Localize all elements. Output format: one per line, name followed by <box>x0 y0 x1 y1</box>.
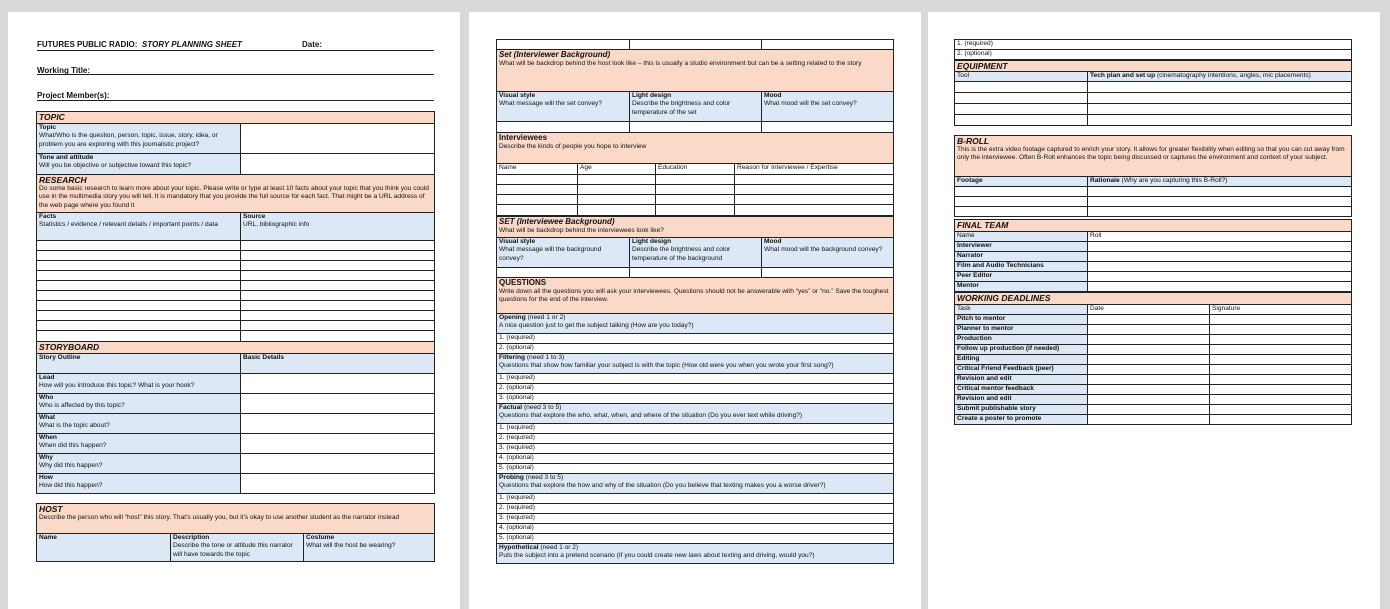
tone-answer[interactable] <box>241 154 435 175</box>
fact-row[interactable] <box>37 291 241 301</box>
set2-mood <box>762 238 894 268</box>
team-member-cell[interactable] <box>1088 272 1352 282</box>
host-table <box>36 503 435 562</box>
equipment-title: EQUIPMENT <box>955 61 1352 72</box>
interviewee-cell[interactable] <box>497 195 578 205</box>
deadline-signature[interactable] <box>1210 315 1352 325</box>
set-light-desc: Describe the brightness and color temperature of the set <box>632 100 731 116</box>
source-label: Source <box>243 213 266 220</box>
footage-cell[interactable] <box>955 207 1088 217</box>
probing-need: (need 3 to 5) <box>525 474 564 481</box>
deadline-signature[interactable] <box>1210 365 1352 375</box>
host-desc: Describe the person who will “host” this story. That’s usually you, but it’s okay to use another student as the narrator instead <box>39 514 400 521</box>
opening-desc: A nice question just to get the subject talking (How are you today?) <box>499 322 694 330</box>
set-title: Set (Interviewer Background) <box>499 50 611 59</box>
interviewee-cell[interactable] <box>735 175 894 185</box>
deadline-task: Critical mentor feedback <box>955 385 1088 395</box>
tech-desc: (cinematography intentions, angles, mic placements) <box>1156 72 1311 79</box>
deadline-date[interactable] <box>1088 385 1210 395</box>
hypothetical-need: (need 1 or 2) <box>540 544 579 551</box>
factual-group <box>497 404 894 424</box>
question-line[interactable]: 1. (required) <box>955 40 1352 50</box>
fact-row[interactable] <box>37 321 241 331</box>
probing-label: Probing <box>499 474 524 481</box>
topic-desc: What/Who is the question, person, topic, issue, story, idea, or problem you are exploring with this journalistic project? <box>39 132 218 148</box>
tech-label: Tech plan and set up <box>1090 72 1156 79</box>
lead-desc: How will you introduce this topic? What is your hook? <box>39 382 195 390</box>
who-label: Who <box>39 394 54 401</box>
set2-visual-desc: What message will the background convey? <box>499 246 602 262</box>
facts-header <box>37 213 241 241</box>
team-role: Interviewer <box>955 242 1088 252</box>
set2-light-label: Light design <box>632 238 672 245</box>
deadline-date[interactable] <box>1088 395 1210 405</box>
question-line[interactable]: 5. (optional) <box>497 534 894 544</box>
deadlines-title: WORKING DEADLINES <box>955 293 1352 305</box>
tool-cell[interactable] <box>955 93 1088 104</box>
deadline-date[interactable] <box>1088 325 1210 335</box>
team-role: Mentor <box>955 282 1088 292</box>
set2-answer[interactable] <box>762 268 894 278</box>
question-line[interactable]: 1. (required) <box>497 374 894 384</box>
deadline-signature[interactable] <box>1210 395 1352 405</box>
set2-desc: What will be backdrop behind the interviewees look like? <box>499 227 664 234</box>
who-desc: Who is affected by this topic? <box>39 402 125 410</box>
set-mood-desc: What mood will the set convey? <box>764 100 857 108</box>
deadline-signature[interactable] <box>1210 335 1352 345</box>
continued-cell[interactable] <box>497 40 630 50</box>
deadline-task: Editing <box>955 355 1088 365</box>
why-answer[interactable] <box>241 454 435 474</box>
interviewee-cell[interactable] <box>656 205 735 216</box>
opening-group <box>497 314 894 334</box>
what-answer[interactable] <box>241 414 435 434</box>
fact-row[interactable] <box>37 311 241 321</box>
interviewees-desc: Describe the kinds of people you hope to interview <box>499 143 647 150</box>
factual-desc: Questions that explore the who, what, when, and where of the situation (Do you ever text while driving?) <box>499 412 803 420</box>
story-outline-header: Story Outline <box>37 354 241 374</box>
what-label: What <box>39 414 56 421</box>
questions-table <box>496 277 894 564</box>
fact-row[interactable] <box>37 281 241 291</box>
question-line[interactable]: 3. (required) <box>497 514 894 524</box>
deadline-signature[interactable] <box>1210 405 1352 415</box>
storyboard-title: STORYBOARD <box>37 342 435 354</box>
footage-cell[interactable] <box>955 187 1088 197</box>
broll-desc: This is the extra video footage captured to enrich your story. It allows for greater flexibility when editing so that you can cut away from only the interviewee. Often B-Roll enhances the topic being discussed or captures the environment and context of your subject. <box>957 146 1345 162</box>
final-team-table <box>954 219 1352 292</box>
probing-desc: Questions that explore the how and why of the situation (Do you believe that texting makes you a worse driver?) <box>499 482 826 490</box>
footage-header: Footage <box>955 177 1088 187</box>
set-answer[interactable] <box>630 122 762 133</box>
interviewee-cell[interactable] <box>735 195 894 205</box>
how-answer[interactable] <box>241 474 435 494</box>
team-role-header: Roll <box>1088 232 1352 242</box>
broll-title: B-ROLL <box>957 136 990 146</box>
deadline-signature[interactable] <box>1210 355 1352 365</box>
topic-label: Topic <box>39 124 57 131</box>
storyboard-how <box>37 474 241 494</box>
date-header: Date <box>1088 305 1210 315</box>
basic-details-header: Basic Details <box>241 354 435 374</box>
host-costume-header <box>304 534 435 562</box>
deadline-date[interactable] <box>1088 405 1210 415</box>
tone-label: Tone and attitude <box>39 154 94 161</box>
deadline-task: Create a poster to promote <box>955 415 1088 425</box>
interviewee-cell[interactable] <box>578 195 656 205</box>
question-line[interactable]: 1. (required) <box>497 334 894 344</box>
storyboard-who <box>37 394 241 414</box>
host-costume-label: Costume <box>306 534 335 541</box>
source-row[interactable] <box>241 331 435 342</box>
source-row[interactable] <box>241 281 435 291</box>
deadline-task: Revision and edit <box>955 395 1088 405</box>
p3-top-lines <box>954 39 1352 60</box>
filtering-label: Filtering <box>499 354 526 361</box>
why-label: Why <box>39 454 53 461</box>
source-row[interactable] <box>241 251 435 261</box>
rationale-header <box>1088 177 1352 187</box>
set-mood <box>762 92 894 122</box>
fact-row[interactable] <box>37 271 241 281</box>
storyboard-lead <box>37 374 241 394</box>
tone-cell <box>37 154 241 175</box>
host-cell <box>37 504 435 534</box>
opening-label: Opening <box>499 314 526 321</box>
tech-header <box>1088 72 1352 82</box>
interviewees-cell <box>497 133 894 164</box>
task-header: Task <box>955 305 1088 315</box>
deadlines-table <box>954 292 1352 425</box>
what-desc: What is the topic about? <box>39 422 110 430</box>
host-name-header: Name <box>37 534 171 562</box>
deadline-task: Planner to mentor <box>955 325 1088 335</box>
col-name: Name <box>497 164 578 175</box>
rationale-cell[interactable] <box>1088 207 1352 217</box>
set-visual-desc: What message will the set convey? <box>499 100 602 108</box>
filtering-need: (need 1 to 3) <box>526 354 565 361</box>
deadline-signature[interactable] <box>1210 385 1352 395</box>
question-line[interactable]: 5. (optional) <box>497 464 894 474</box>
question-line[interactable]: 3. (required) <box>497 444 894 454</box>
deadline-date[interactable] <box>1088 365 1210 375</box>
col-age: Age <box>578 164 656 175</box>
set2-answer[interactable] <box>497 268 630 278</box>
tool-cell[interactable] <box>955 104 1088 115</box>
host-description-header <box>171 534 304 562</box>
source-desc: URL, bibliographic info <box>243 221 310 229</box>
set-cell <box>497 50 894 92</box>
set2-mood-desc: What mood will the background convey? <box>764 246 883 254</box>
when-desc: When did this happen? <box>39 442 107 450</box>
who-answer[interactable] <box>241 394 435 414</box>
footage-cell[interactable] <box>955 197 1088 207</box>
host-title: HOST <box>39 504 63 514</box>
host-description-label: Description <box>173 534 210 541</box>
set2-title: SET (Interviewee Background) <box>499 217 615 226</box>
deadline-task: Pitch to mentor <box>955 315 1088 325</box>
how-desc: How did this happen? <box>39 482 103 490</box>
opening-need: (need 1 or 2) <box>527 314 566 321</box>
deadline-signature[interactable] <box>1210 325 1352 335</box>
lead-answer[interactable] <box>241 374 435 394</box>
fact-row[interactable] <box>37 331 241 342</box>
source-row[interactable] <box>241 311 435 321</box>
team-name-header: Name <box>955 232 1088 242</box>
set2-table <box>496 216 894 278</box>
set2-visual <box>497 238 630 268</box>
tool-header: Tool <box>955 72 1088 82</box>
question-line[interactable]: 2. (optional) <box>497 384 894 394</box>
tool-cell[interactable] <box>955 82 1088 93</box>
set2-light <box>630 238 762 268</box>
deadline-date[interactable] <box>1088 355 1210 365</box>
interviewees-table <box>496 132 894 216</box>
fact-row[interactable] <box>37 251 241 261</box>
working-title-label: Working Title: <box>37 66 91 75</box>
set2-mood-label: Mood <box>764 238 782 245</box>
deadline-date[interactable] <box>1088 375 1210 385</box>
rationale-label: Rationale <box>1090 177 1120 184</box>
when-answer[interactable] <box>241 434 435 454</box>
set-mood-label: Mood <box>764 92 782 99</box>
set2-answer[interactable] <box>630 268 762 278</box>
question-line[interactable]: 3. (optional) <box>497 394 894 404</box>
interviewee-cell[interactable] <box>578 185 656 195</box>
tech-cell[interactable] <box>1088 115 1352 126</box>
interviewee-cell[interactable] <box>497 185 578 195</box>
deadline-signature[interactable] <box>1210 375 1352 385</box>
page-2 <box>469 12 921 609</box>
team-role: Peer Editor <box>955 272 1088 282</box>
broll-table <box>954 135 1352 217</box>
topic-answer[interactable] <box>241 124 435 154</box>
signature-header: Signature <box>1210 305 1352 315</box>
question-line[interactable]: 1. (required) <box>497 494 894 504</box>
set-desc: What will be backdrop behind the host look like – this is usually a studio environment but can be a setting related to the story <box>499 60 862 67</box>
header-title: STORY PLANNING SHEET <box>141 40 242 49</box>
research-title: RESEARCH <box>39 175 87 185</box>
fact-row[interactable] <box>37 301 241 311</box>
deadline-task: Critical Friend Feedback (peer) <box>955 365 1088 375</box>
factual-need: (need 3 to 5) <box>523 404 562 411</box>
team-member-cell[interactable] <box>1088 252 1352 262</box>
deadline-task: Submit publishable story <box>955 405 1088 415</box>
tone-desc: Will you be objective or subjective toward this topic? <box>39 162 192 170</box>
sheet-header <box>37 40 242 49</box>
deadline-signature[interactable] <box>1210 415 1352 425</box>
storyboard-why <box>37 454 241 474</box>
why-desc: Why did this happen? <box>39 462 103 470</box>
question-line[interactable]: 2. (required) <box>497 434 894 444</box>
interviewee-cell[interactable] <box>578 175 656 185</box>
team-role: Film and Audio Technicians <box>955 262 1088 272</box>
rationale-desc: (Why are you capturing this B-Roll?) <box>1121 177 1228 184</box>
question-line[interactable]: 4. (optional) <box>497 524 894 534</box>
source-row[interactable] <box>241 241 435 251</box>
set2-light-desc: Describe the brightness and color temperature of the background <box>632 246 731 262</box>
deadline-date[interactable] <box>1088 335 1210 345</box>
team-member-cell[interactable] <box>1088 282 1352 292</box>
page-1 <box>8 12 460 609</box>
working-title-line[interactable] <box>37 74 434 75</box>
set-answer[interactable] <box>497 122 630 133</box>
hypothetical-group <box>497 544 894 564</box>
col-reason: Reason for Interviewee / Expertise <box>735 164 894 175</box>
interviewee-cell[interactable] <box>497 175 578 185</box>
hypothetical-desc: Puts the subject into a pretend scenario (If you could create new laws about texting and driving, would you?) <box>499 552 815 560</box>
tech-cell[interactable] <box>1088 93 1352 104</box>
tool-cell[interactable] <box>955 115 1088 126</box>
interviewee-cell[interactable] <box>656 175 735 185</box>
team-member-cell[interactable] <box>1088 242 1352 252</box>
header-line <box>37 50 434 51</box>
source-header <box>241 213 435 241</box>
deadline-task: Revision and edit <box>955 375 1088 385</box>
interviewee-cell[interactable] <box>735 185 894 195</box>
storyboard-when <box>37 434 241 454</box>
deadline-date[interactable] <box>1088 345 1210 355</box>
topic-title: TOPIC <box>37 112 435 124</box>
how-label: How <box>39 474 53 481</box>
header-org: FUTURES PUBLIC RADIO: <box>37 40 138 49</box>
interviewee-cell[interactable] <box>656 185 735 195</box>
continued-cell[interactable] <box>630 40 762 50</box>
tech-cell[interactable] <box>1088 104 1352 115</box>
set-table <box>496 49 894 133</box>
project-members-label: Project Member(s): <box>37 91 110 100</box>
team-member-cell[interactable] <box>1088 262 1352 272</box>
questions-cell <box>497 278 894 314</box>
deadline-date[interactable] <box>1088 415 1210 425</box>
set-visual <box>497 92 630 122</box>
interviewee-cell[interactable] <box>578 205 656 216</box>
interviewee-cell[interactable] <box>735 205 894 216</box>
set-light-label: Light design <box>632 92 672 99</box>
source-row[interactable] <box>241 301 435 311</box>
hypothetical-label: Hypothetical <box>499 544 539 551</box>
source-row[interactable] <box>241 261 435 271</box>
p1-main-table <box>36 111 435 494</box>
deadline-date[interactable] <box>1088 315 1210 325</box>
rationale-cell[interactable] <box>1088 197 1352 207</box>
when-label: When <box>39 434 57 441</box>
source-row[interactable] <box>241 321 435 331</box>
question-line[interactable]: 1. (required) <box>497 424 894 434</box>
continued-cell[interactable] <box>762 40 894 50</box>
interviewee-cell[interactable] <box>656 195 735 205</box>
set-light <box>630 92 762 122</box>
filtering-group <box>497 354 894 374</box>
fact-row[interactable] <box>37 241 241 251</box>
facts-desc: Statistics / evidence / relevant details / important points / data <box>39 221 218 229</box>
deadline-task: Production <box>955 335 1088 345</box>
topic-cell <box>37 124 241 154</box>
factual-label: Factual <box>499 404 523 411</box>
question-line[interactable]: 2. (optional) <box>497 344 894 354</box>
set2-cell <box>497 217 894 238</box>
host-costume-desc: What will the host be wearing? <box>306 542 396 550</box>
source-row[interactable] <box>241 291 435 301</box>
research-cell <box>37 175 435 213</box>
deadline-signature[interactable] <box>1210 345 1352 355</box>
storyboard-what <box>37 414 241 434</box>
team-role: Narrator <box>955 252 1088 262</box>
facts-label: Facts <box>39 213 57 220</box>
broll-cell <box>955 136 1352 177</box>
deadline-task: Follow up production (if needed) <box>955 345 1088 355</box>
equipment-table <box>954 60 1352 126</box>
question-line[interactable]: 4. (optional) <box>497 454 894 464</box>
lead-label: Lead <box>39 374 55 381</box>
page-3 <box>928 12 1380 609</box>
rationale-cell[interactable] <box>1088 187 1352 197</box>
tech-cell[interactable] <box>1088 82 1352 93</box>
fact-row[interactable] <box>37 261 241 271</box>
set-answer[interactable] <box>762 122 894 133</box>
question-line[interactable]: 2. (optional) <box>955 50 1352 60</box>
date-label: Date: <box>302 40 323 49</box>
project-members-line[interactable] <box>37 100 434 101</box>
research-desc: Do some basic research to learn more about your topic. Please write or type at least 10 facts about your topic that you think you could use in the multimedia story you will tell. It is mandatory that you provide the full source for each fact. That might be a URL address of the web page where you found it <box>39 185 429 209</box>
set-visual-label: Visual style <box>499 92 536 99</box>
probing-group <box>497 474 894 494</box>
filtering-desc: Questions that show how familiar your subject is with the topic (How old were you when you wrote your first song?) <box>499 362 834 370</box>
host-description-desc: Describe the tone or attitude this narrator will have towards the topic <box>173 542 293 558</box>
final-team-title: FINAL TEAM <box>955 220 1352 232</box>
source-row[interactable] <box>241 271 435 281</box>
col-education: Education <box>656 164 735 175</box>
question-line[interactable]: 2. (required) <box>497 504 894 514</box>
questions-desc: Write down all the questions you will ask your interviewees. Questions should not be answerable with “yes” or “no.” Save the toughest questions for the end of the interview. <box>499 288 889 304</box>
interviewees-title: Interviewees <box>499 133 548 142</box>
set2-visual-label: Visual style <box>499 238 536 245</box>
interviewee-cell[interactable] <box>497 205 578 216</box>
questions-title: QUESTIONS <box>499 278 547 287</box>
